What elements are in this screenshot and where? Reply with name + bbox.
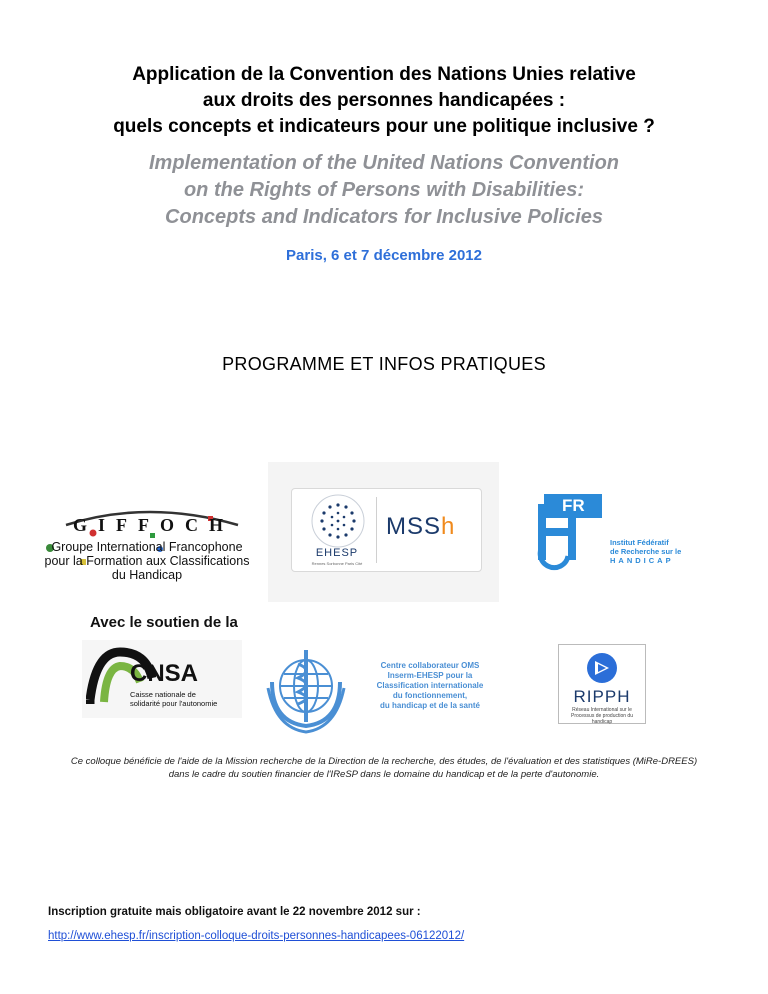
ifrh-line1: Institut Fédératif (610, 538, 669, 547)
programme-heading: PROGRAMME ET INFOS PRATIQUES (222, 354, 546, 374)
title-fr-line1: Application de la Convention des Nations Unies relative (132, 64, 636, 85)
ifrh-text (610, 538, 720, 565)
ehesp-mssh-logo (291, 488, 482, 572)
giffoch-line1: Groupe International Francophone (51, 540, 243, 554)
panel-divider (376, 497, 377, 563)
oms-emblem (258, 642, 354, 738)
oms-line3: Classification internationale (376, 681, 484, 690)
oms-line2: Inserm-EHESP pour la (387, 671, 473, 680)
title-fr-line2: aux droits des personnes handicapées : (202, 90, 566, 111)
ripph-line2: Processus de production du handicap (571, 713, 633, 725)
title-en-line3: Concepts and Indicators for Inclusive Policies (165, 206, 603, 228)
giffoch-logo (38, 505, 258, 587)
event-date: Paris, 6 et 7 décembre 2012 (286, 247, 482, 264)
ifrh-line2: de Recherche sur le (610, 547, 682, 556)
ripph-name: RIPPH (573, 687, 631, 706)
cnsa-text (130, 690, 217, 708)
oms-text (364, 661, 496, 711)
inscription-text: Inscription gratuite mais obligatoire avant le 22 novembre 2012 sur : (48, 906, 421, 918)
soutien-label: Avec le soutien de la (90, 614, 238, 631)
giffoch-line3: du Handicap (111, 568, 183, 582)
cnsa-logo (82, 640, 242, 718)
ripph-text (561, 707, 643, 725)
title-en (40, 150, 728, 231)
ehesp-emblem-icon (308, 491, 368, 551)
giffoch-word: GIFFOCH (73, 515, 234, 535)
oms-line1: Centre collaborateur OMS (380, 661, 480, 670)
cnsa-line2: solidarité pour l'autonomie (130, 699, 218, 708)
ripph-logo (558, 644, 646, 724)
ifrh-letters: FR (562, 496, 585, 515)
title-fr (40, 62, 728, 140)
cnsa-name: CNSA (130, 660, 199, 687)
cnsa-line1: Caisse nationale de (130, 690, 196, 699)
ehesp-sub: Rennes Sorbonne Paris Cité (311, 561, 363, 566)
ripph-line1: Réseau International sur le (572, 707, 632, 713)
ehesp-name: EHESP (315, 547, 359, 559)
ifrh-logo (524, 494, 724, 572)
title-en-line2: on the Rights of Persons with Disabilities: (183, 179, 585, 201)
ripph-circle-icon (585, 651, 619, 685)
ifrh-line3: HANDICAP (610, 556, 674, 565)
title-fr-line3: quels concepts et indicateurs pour une politique inclusive ? (113, 116, 655, 137)
giffoch-text (38, 540, 256, 582)
funding-notice: Ce colloque bénéficie de l'aide de la Mission recherche de la Direction de la recherche, des études, de l'évaluation et des statistiques (MiRe-DREES) dans le cadre du soutien financier de l'IReSP dans le domaine du handicap et de la perte d'autonomie. (70, 756, 698, 780)
giffoch-line2: pour la Formation aux Classifications (44, 554, 250, 568)
who-globe-icon (258, 642, 354, 738)
registration-link[interactable]: http://www.ehesp.fr/inscription-colloque-droits-personnes-handicapees-06122012/ (48, 930, 465, 942)
oms-line4: du fonctionnement, (392, 691, 468, 700)
mssh-wordmark: MSSh (386, 513, 456, 540)
oms-line5: du handicap et de la santé (379, 701, 481, 710)
title-en-line1: Implementation of the United Nations Convention (149, 152, 619, 174)
